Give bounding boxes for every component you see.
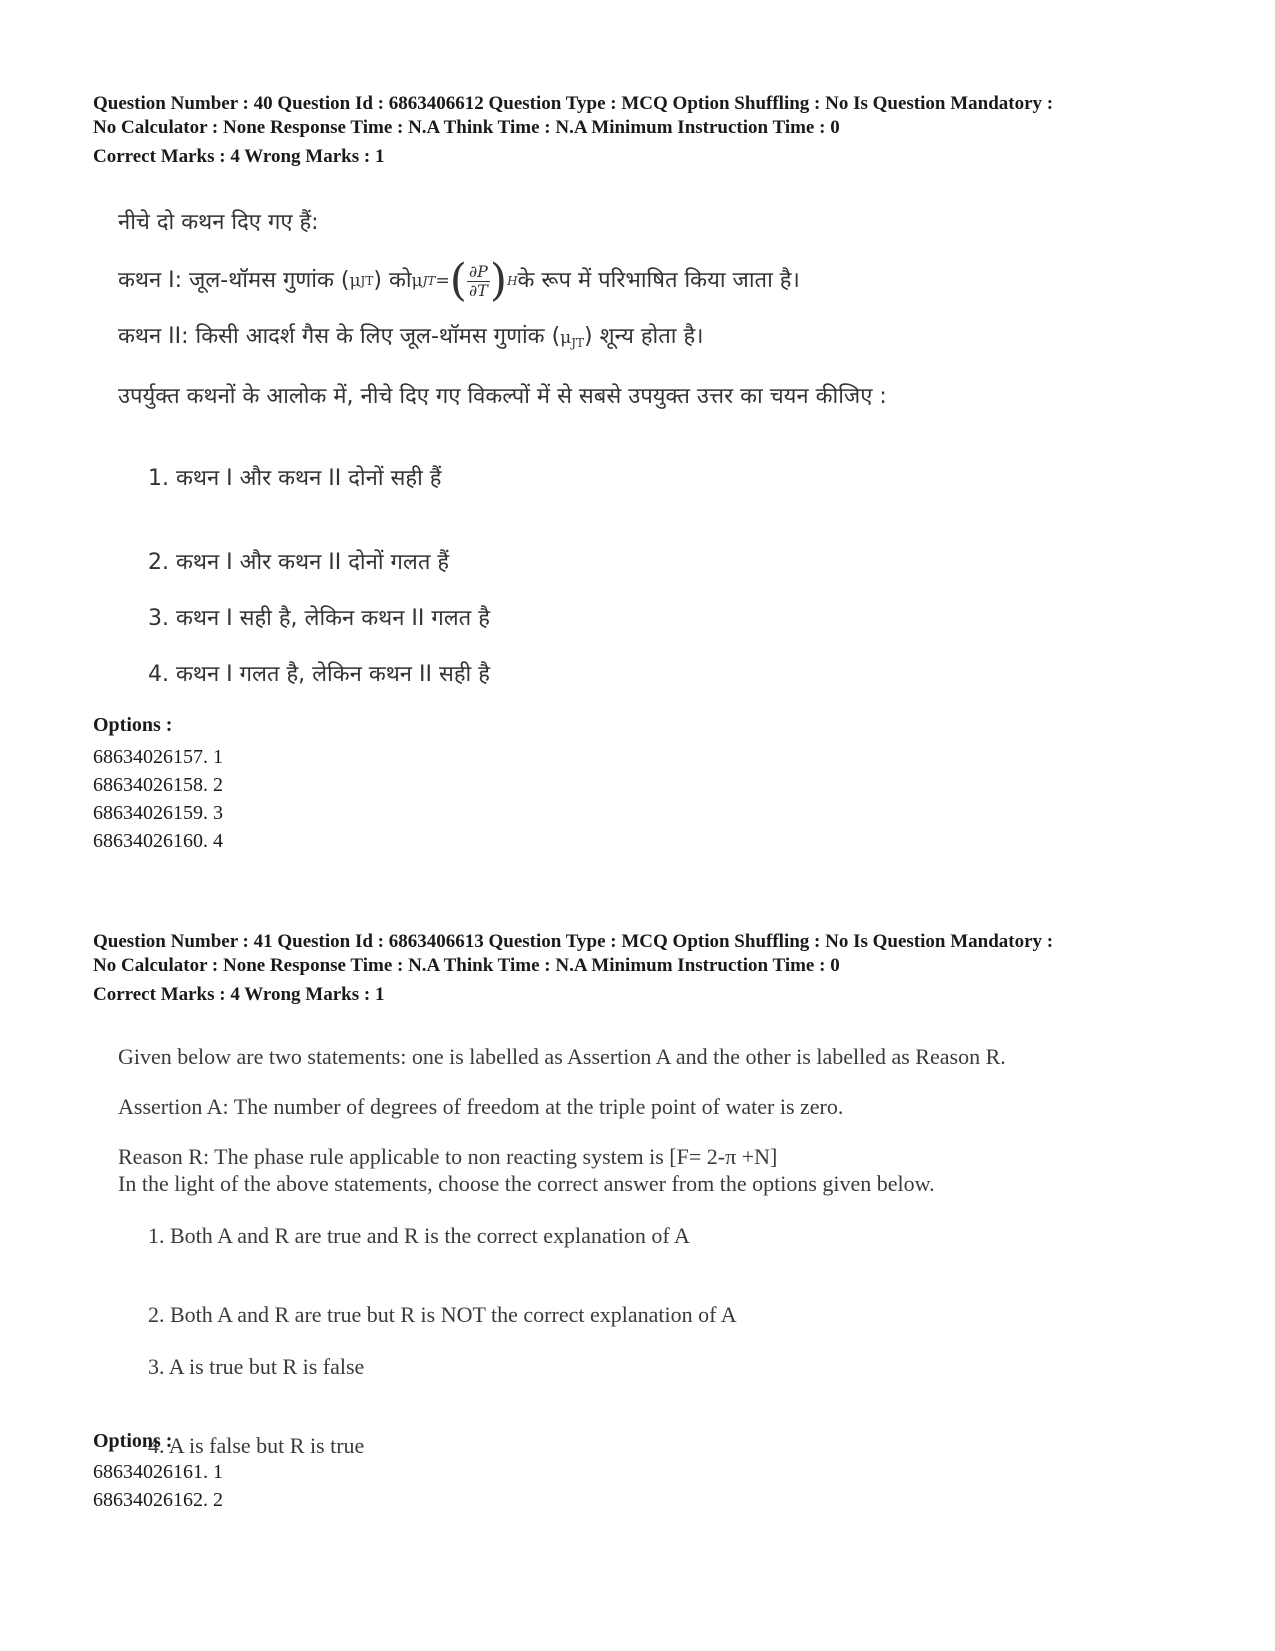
question-prompt: उपर्युक्त कथनों के आलोक में, नीचे दिए गए विकल्पों में से सबसे उपयुक्त उत्तर का चयन कीजिए :: [118, 384, 887, 409]
choice-2: 2. कथन I और कथन II दोनों गलत हैं: [148, 550, 450, 575]
option-id-list: [93, 1458, 223, 1514]
choice-3: 3. कथन I सही है, लेकिन कथन II गलत है: [148, 606, 490, 631]
choice-4: 4. कथन I गलत है, लेकिन कथन II सही है: [148, 662, 490, 687]
option-id: 68634026159. 3: [93, 802, 223, 824]
statement-2-prefix: कथन II: किसी आदर्श गैस के लिए जूल-थॉमस गुणांक (: [118, 324, 561, 349]
assertion-a: Assertion A: The number of degrees of freedom at the triple point of water is zero.: [118, 1094, 844, 1119]
left-paren-icon: (: [449, 255, 467, 306]
statement-2: [118, 323, 703, 357]
question-intro: नीचे दो कथन दिए गए हैं:: [118, 210, 319, 235]
mu-symbol: μ: [349, 271, 361, 291]
statement-2-suffix: ) शून्य होता है।: [584, 324, 704, 349]
statement-2-mu-sub: JT: [571, 336, 585, 350]
choice-1: 1. कथन I और कथन II दोनों सही हैं: [148, 466, 442, 491]
right-paren-icon: ): [489, 255, 508, 306]
statement-2-mu: μ: [560, 328, 572, 348]
fraction-subscript: H: [507, 274, 518, 288]
options-label: Options :: [93, 714, 173, 736]
choice-2: 2. Both A and R are true but R is NOT the correct explanation of A: [148, 1302, 737, 1327]
statement-1: [118, 255, 800, 306]
question-meta-line1: Question Number : 40 Question Id : 6863406612 Question Type : MCQ Option Shuffling : No Is Question Mandatory :: [93, 93, 1054, 114]
reason-r: Reason R: The phase rule applicable to non reacting system is [F= 2-π +N]: [118, 1144, 778, 1169]
choice-4: 4. A is false but R is true: [148, 1433, 365, 1458]
mu-symbol-eq: μ: [411, 271, 423, 291]
question-prompt: In the light of the above statements, choose the correct answer from the options given below.: [118, 1171, 935, 1196]
choice-3: 3. A is true but R is false: [148, 1354, 365, 1379]
question-meta-line1: Question Number : 41 Question Id : 6863406613 Question Type : MCQ Option Shuffling : No Is Question Mandatory :: [93, 931, 1054, 952]
mu-subscript: JT: [360, 274, 374, 288]
statement-1-suffix: के रूप में परिभाषित किया जाता है।: [517, 268, 800, 293]
option-id: 68634026158. 2: [93, 774, 223, 796]
option-id: 68634026162. 2: [93, 1489, 223, 1511]
question-marks: Correct Marks : 4 Wrong Marks : 1: [93, 984, 385, 1005]
question-marks: Correct Marks : 4 Wrong Marks : 1: [93, 146, 385, 167]
options-label: Options :: [93, 1430, 173, 1452]
statement-1-mid: ) को: [373, 268, 412, 293]
option-id: 68634026160. 4: [93, 830, 223, 852]
question-41-block: [93, 930, 1213, 1511]
equals-sign: =: [435, 271, 450, 291]
question-meta-line2: No Calculator : None Response Time : N.A Think Time : N.A Minimum Instruction Time : 0: [93, 117, 840, 138]
question-40-block: [93, 92, 1213, 852]
choice-1: 1. Both A and R are true and R is the correct explanation of A: [148, 1223, 690, 1248]
question-line-1: Given below are two statements: one is labelled as Assertion A and the other is labelled as Reason R.: [118, 1044, 1006, 1069]
option-id: 68634026157. 1: [93, 746, 223, 768]
partial-derivative-fraction: [449, 255, 518, 306]
option-id: 68634026161. 1: [93, 1461, 223, 1483]
question-meta-line2: No Calculator : None Response Time : N.A Think Time : N.A Minimum Instruction Time : 0: [93, 955, 840, 976]
option-id-list: [93, 743, 223, 855]
mu-subscript-eq: JT: [422, 274, 436, 288]
statement-1-prefix: कथन I: जूल-थॉमस गुणांक (: [118, 268, 350, 293]
fraction-numerator: ∂P: [468, 261, 488, 281]
fraction-denominator: ∂T: [468, 280, 488, 300]
